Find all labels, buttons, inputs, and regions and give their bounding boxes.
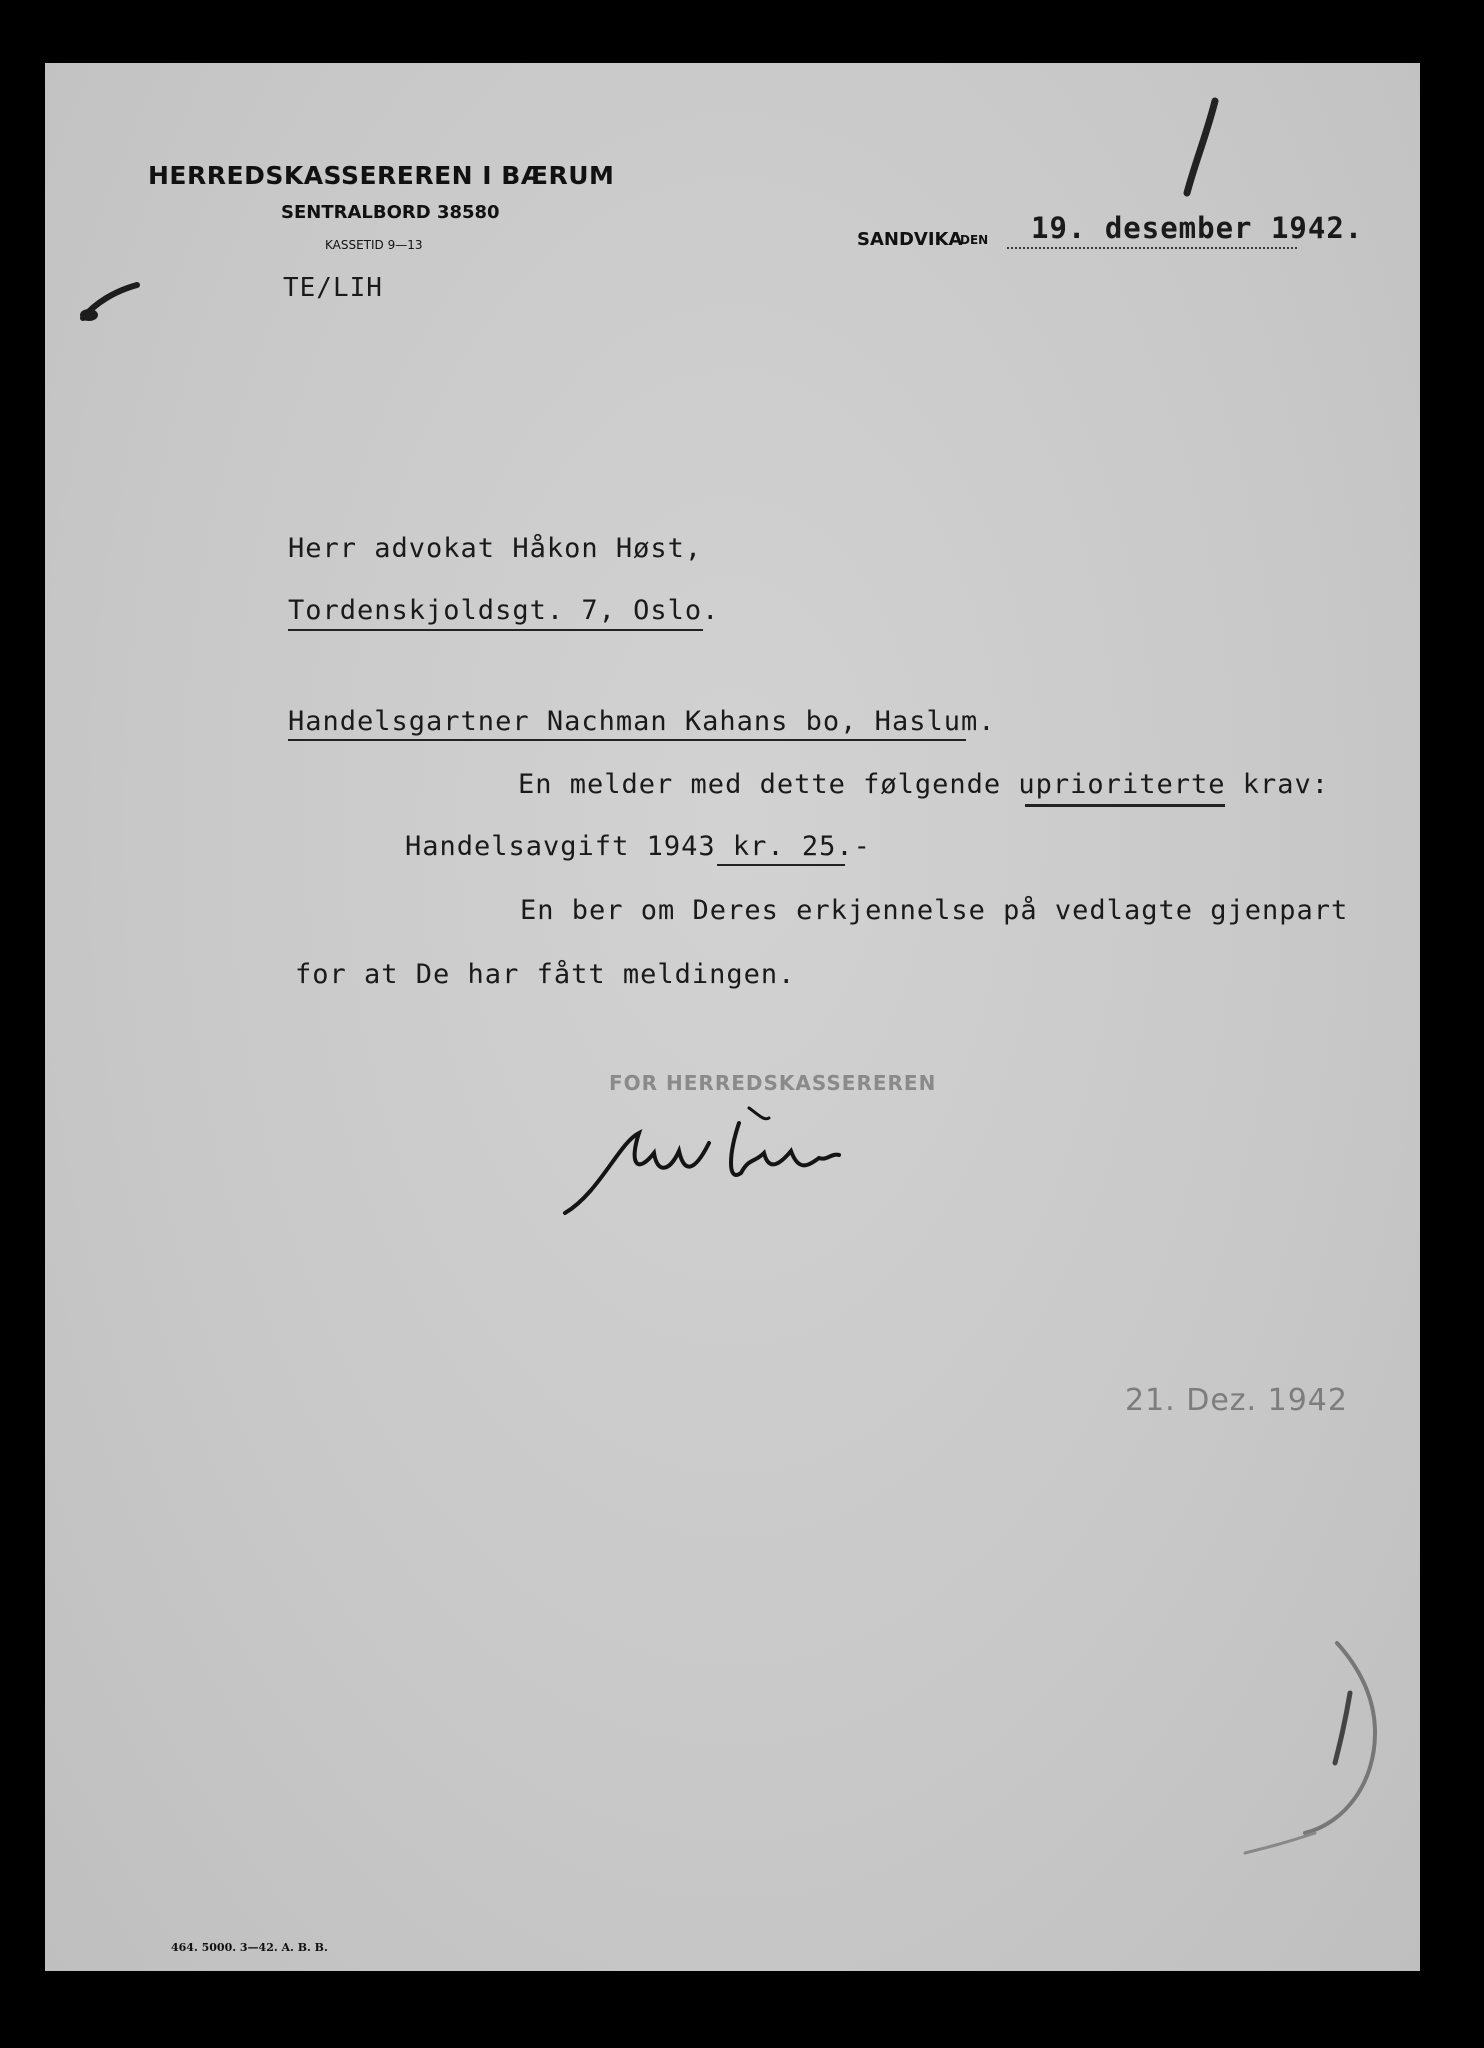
body-paragraph-1: En melder med dette følgende uprioriterte krav: [518,769,1330,800]
page-number-mark [1175,93,1235,203]
subject-line: Handelsgartner Nachman Kahans bo, Haslum. [288,706,996,737]
ink-smudge [75,273,145,333]
pencil-mark [1225,1633,1405,1893]
uprioriterte-underline [1025,804,1225,807]
claim-underline [717,864,845,866]
date-den: DEN [960,233,989,247]
reference-code: TE/LIH [283,273,383,303]
letterhead-office: HERREDSKASSEREREN I BÆRUM [148,161,615,190]
date-dotline [1007,247,1297,249]
handwritten-signature [559,1103,879,1223]
body-paragraph-2a: En ber om Deres erkjennelse på vedlagte gjenpart [520,895,1349,926]
body-paragraph-2b: for at De har fått meldingen. [295,959,796,990]
signature-stamp: FOR HERREDSKASSEREREN [609,1071,937,1095]
claim-line: Handelsavgift 1943 kr. 25.- [405,831,871,862]
subject-underline [288,739,966,741]
recipient-underline [288,629,703,631]
letterhead-hours: KASSETID 9—13 [325,238,423,252]
place-name: SANDVIKA [857,229,963,250]
letterhead-phone: SENTRALBORD 38580 [281,202,500,223]
recipient-line-2: Tordenskjoldsgt. 7, Oslo. [288,595,720,626]
letter-date: 19. desember 1942. [1031,211,1364,245]
footer-print-code: 464. 5000. 3—42. A. B. B. [171,1941,328,1954]
recipient-line-1: Herr advokat Håkon Høst, [288,533,703,564]
received-date-stamp: 21. Dez. 1942 [1125,1383,1348,1418]
letter-sheet [45,63,1420,1971]
